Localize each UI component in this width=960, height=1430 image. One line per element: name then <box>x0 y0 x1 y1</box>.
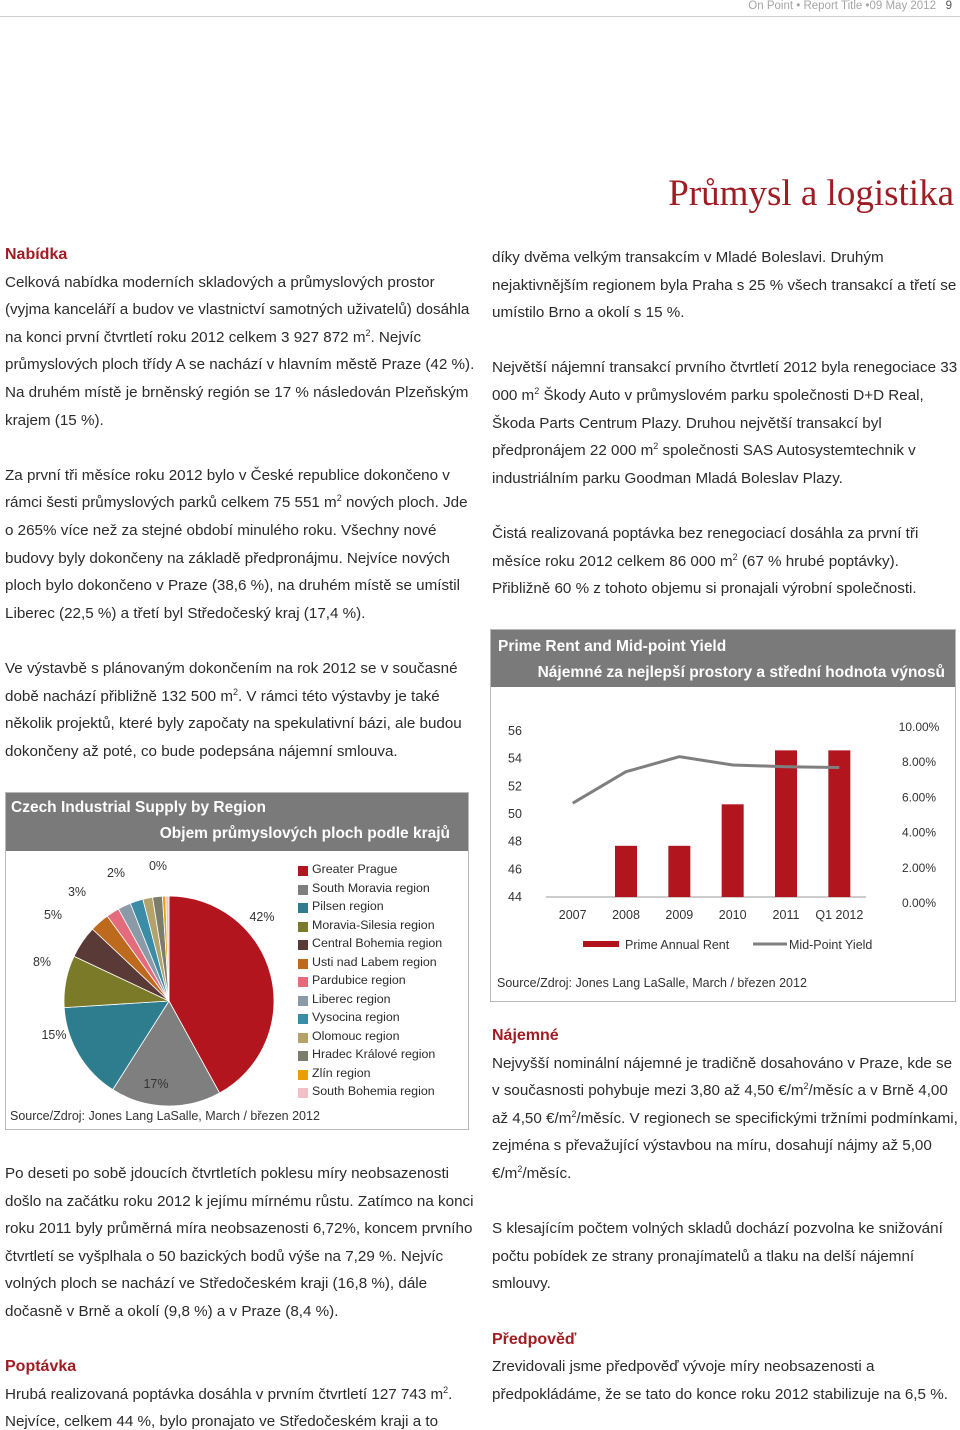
pie-chart-subtitle: Objem průmyslových ploch podle krajů <box>159 825 450 842</box>
legend-swatch <box>298 977 308 987</box>
right-column-bottom <box>492 1022 958 1408</box>
rent-chart-box <box>490 629 956 1002</box>
left-axis-tick: 54 <box>508 751 522 766</box>
legend-label: Olomouc region <box>312 1028 400 1043</box>
right-axis-tick: 0.00% <box>901 896 937 910</box>
legend-label: Liberec region <box>312 991 391 1006</box>
right-axis-tick: 10.00% <box>898 720 940 734</box>
pie-data-label: 17% <box>143 1077 169 1091</box>
legend-swatch <box>298 866 308 876</box>
x-axis-tick: 2008 <box>612 908 640 922</box>
running-header: On Point • Report Title •09 May 2012 <box>748 0 936 12</box>
rent-chart <box>491 687 955 1001</box>
pie-chart-title: Czech Industrial Supply by Region <box>11 799 266 816</box>
pie-data-label: 8% <box>32 955 52 969</box>
paragraph-net-demand: Čistá realizovaná poptávka bez renegociací dosáhla za první tři měsíce roku 2012 celkem 86 000 $m^2$ (67 % hrubé poptávky). Přibližně 60 % z tohoto objemu si pronajali výrobní společnosti. <box>492 524 919 598</box>
legend-swatch <box>298 903 308 913</box>
paragraph-rents: Nejvyšší nominální nájemné je tradičně dosahováno v Praze, kde se v současnosti pohybuje mezi 3,80 až 4,50 $€/m^2$/měsíc a v Brně 4,00 až 4,50 $€/m^2$/měsíc. V regionech se specifickými tržními podmínkami, zejména s převažující výstavbou na míru, dosahují nájmy až 5,00 $€/m^2$/měsíc. <box>492 1054 958 1182</box>
najemne-heading: Nájemné <box>492 1027 559 1044</box>
poptavka-heading: Poptávka <box>5 1358 77 1376</box>
pie-chart-source: Source/Zdroj: Jones Lang LaSalle, March / březen 2012 <box>10 1109 320 1123</box>
legend-swatch <box>298 885 308 895</box>
paragraph-vacancy: Po deseti po sobě jdoucích čtvrtletích poklesu míry neobsazenosti došlo na začátku roku 2012 k jejímu mírnému růstu. Zatímco na konci roku 2011 byly průměrná míra neobsazenosti 6,72%, koncem prvního čtvrtletí se vyšplhala o 50 bazických bodů výše na 7,29 %. Nejvíc volných ploch se nachází ve Středočeském kraji (16,8 %), dále dočasně v Brně a okolí (9,8 %) a v Praze (8,4 %). <box>5 1165 474 1320</box>
pie-data-label: 3% <box>67 885 87 899</box>
right-axis-tick: 6.00% <box>901 790 937 805</box>
legend-swatch <box>298 1014 308 1024</box>
x-axis-tick: 2007 <box>558 908 587 922</box>
paragraph-largest-transaction: Největší nájemní transakcí prvního čtvrtletí 2012 byla renegociace 33 000 $m^2$ Škody Auto v průmyslovém parku společnosti D+D Real, Škoda Parts Centrum Plazy. Druhou největší transakcí byl předpronájem 22 000 $m^2$ společnosti SAS Autosystemtechnik v industriálním parku Goodman Mladá Boleslav Plazy. <box>492 359 958 487</box>
rent-chart-title: Prime Rent and Mid-point Yield <box>498 638 727 655</box>
right-column-top <box>492 244 958 603</box>
rent-chart-subtitle: Nájemné za nejlepší prostory a střední hodnota výnosů <box>537 664 945 681</box>
right-axis-tick: 4.00% <box>901 825 937 840</box>
right-axis-tick: 8.00% <box>901 755 937 770</box>
legend-label: Vysocina region <box>312 1010 400 1024</box>
bar-prime-rent <box>828 750 850 897</box>
bar-prime-rent <box>775 750 797 897</box>
legend-swatch <box>298 940 308 950</box>
legend-swatch <box>298 959 308 969</box>
pie-chart-title-bar <box>6 793 468 851</box>
left-axis-tick: 44 <box>508 890 522 904</box>
x-axis-tick: 2010 <box>718 908 747 922</box>
pie-data-label: 5% <box>43 908 63 922</box>
predpoved-heading: Předpověď <box>492 1330 577 1348</box>
left-axis-tick: 52 <box>508 779 522 794</box>
left-column-bottom <box>5 1160 475 1430</box>
bar-prime-rent <box>722 804 744 897</box>
paragraph-completions: Za první tři měsíce roku 2012 bylo v České republice dokončeno v rámci šesti průmyslových parků celkem 75 551 $m^2$ nových ploch. Jde o 265% více než za stejné období minulého roku. Všechny nové budovy byly dokončeny na základě předpronájmu. Nejvíce nových ploch bylo dokončeno v Praze (38,6 %), na druhém místě se umístil Liberec (22,5 %) a třetí byl Středočeský kraj (17,4 %). <box>5 466 468 622</box>
pie-data-label: 0% <box>148 859 168 873</box>
left-axis-tick: 48 <box>508 834 522 849</box>
nabidka-heading: Nabídka <box>5 246 68 263</box>
pie-chart-box <box>5 792 469 1130</box>
paragraph-demand: Hrubá realizovaná poptávka dosáhla v prvním čtvrtletí 127 743 $m^2$. Nejvíce, celkem 44 %, bylo pronajato ve Středočeském kraji a to <box>5 1384 453 1430</box>
legend-swatch <box>298 996 308 1006</box>
legend-label: Usti nad Labem region <box>312 954 437 969</box>
left-axis-tick: 50 <box>508 807 522 821</box>
pie-data-label: 15% <box>41 1028 67 1042</box>
rent-chart-source: Source/Zdroj: Jones Lang LaSalle, March / březen 2012 <box>497 976 807 990</box>
legend-label: Pardubice region <box>312 973 406 987</box>
legend-label-prime-rent: Prime Annual Rent <box>625 938 730 952</box>
paragraph-supply: Celková nabídka moderních skladových a průmyslových prostor (vyjma kanceláří a budov ve vlastnictví samotných uživatelů) dosáhla na konci první čtvrtletí roku 2012 celkem 3 927 872 $m^2$. Nejvíc průmyslových ploch třídy A se nachází v hlavním městě Praze (42 %). Na druhém místě je brněnský región se 17 % následován Plzeňským krajem (15 %). <box>5 273 475 429</box>
legend-label: Greater Prague <box>312 862 398 876</box>
legend-label: Moravia-Silesia region <box>312 917 435 932</box>
rent-chart-title-bar <box>491 630 955 687</box>
left-axis-tick: 56 <box>508 724 522 738</box>
legend-label: South Bohemia region <box>312 1084 435 1098</box>
bar-prime-rent <box>668 846 690 897</box>
legend-swatch-prime-rent <box>583 941 619 947</box>
left-column-top <box>5 241 475 765</box>
legend-swatch <box>298 1088 308 1098</box>
paragraph-forecast: Zrevidovali jsme předpověď vývoje míry neobsazenosti a předpokládáme, že se tato do konce roku 2012 stabilizuje na 6,5 %. <box>492 1358 948 1403</box>
pie-data-label: 42% <box>249 910 275 924</box>
page-number: 9 <box>945 0 952 12</box>
legend-label: Hradec Králové region <box>312 1047 436 1061</box>
pie-data-label: 2% <box>106 866 126 880</box>
legend-swatch <box>298 922 308 932</box>
x-axis-tick: 2011 <box>772 908 800 922</box>
legend-label: Zlín region <box>312 1065 371 1080</box>
legend-swatch <box>298 1033 308 1043</box>
legend-label: South Moravia region <box>312 880 430 895</box>
paragraph-demand-cont: díky dvěma velkým transakcím v Mladé Boleslavi. Druhým nejaktivnějším regionem byla Praha s 25 % všech transakcí a třetí se umístilo Brno a okolí s 15 %. <box>492 249 957 322</box>
line-mid-point-yield <box>573 757 840 804</box>
section-title: Průmysl a logistika <box>668 173 954 214</box>
left-axis-tick: 46 <box>508 862 522 877</box>
bar-prime-rent <box>615 846 637 897</box>
legend-label: Central Bohemia region <box>312 936 443 950</box>
legend-swatch <box>298 1051 308 1061</box>
legend-swatch <box>298 1070 308 1080</box>
paragraph-incentives: S klesajícím počtem volných skladů dochází pozvolna ke snižování počtu pobídek ze strany pronajímatelů a tlaku na delší nájemní smlouvy. <box>492 1220 943 1293</box>
header-divider <box>0 16 960 17</box>
paragraph-construction: Ve výstavbě s plánovaným dokončením na rok 2012 se v současné době nachází přibližně 132 500 $m^2$. V rámci této výstavby je také několik projektů, které byly započaty na spekulativní bázi, ale budou dokončeny až poté, co bude podepsána nájemní smlouva. <box>5 659 462 760</box>
x-axis-tick: Q1 2012 <box>815 908 864 922</box>
right-axis-tick: 2.00% <box>901 860 937 875</box>
legend-label: Pilsen region <box>312 899 384 913</box>
legend-label-yield: Mid-Point Yield <box>789 938 873 952</box>
page-header <box>748 0 952 12</box>
x-axis-tick: 2009 <box>665 908 694 922</box>
